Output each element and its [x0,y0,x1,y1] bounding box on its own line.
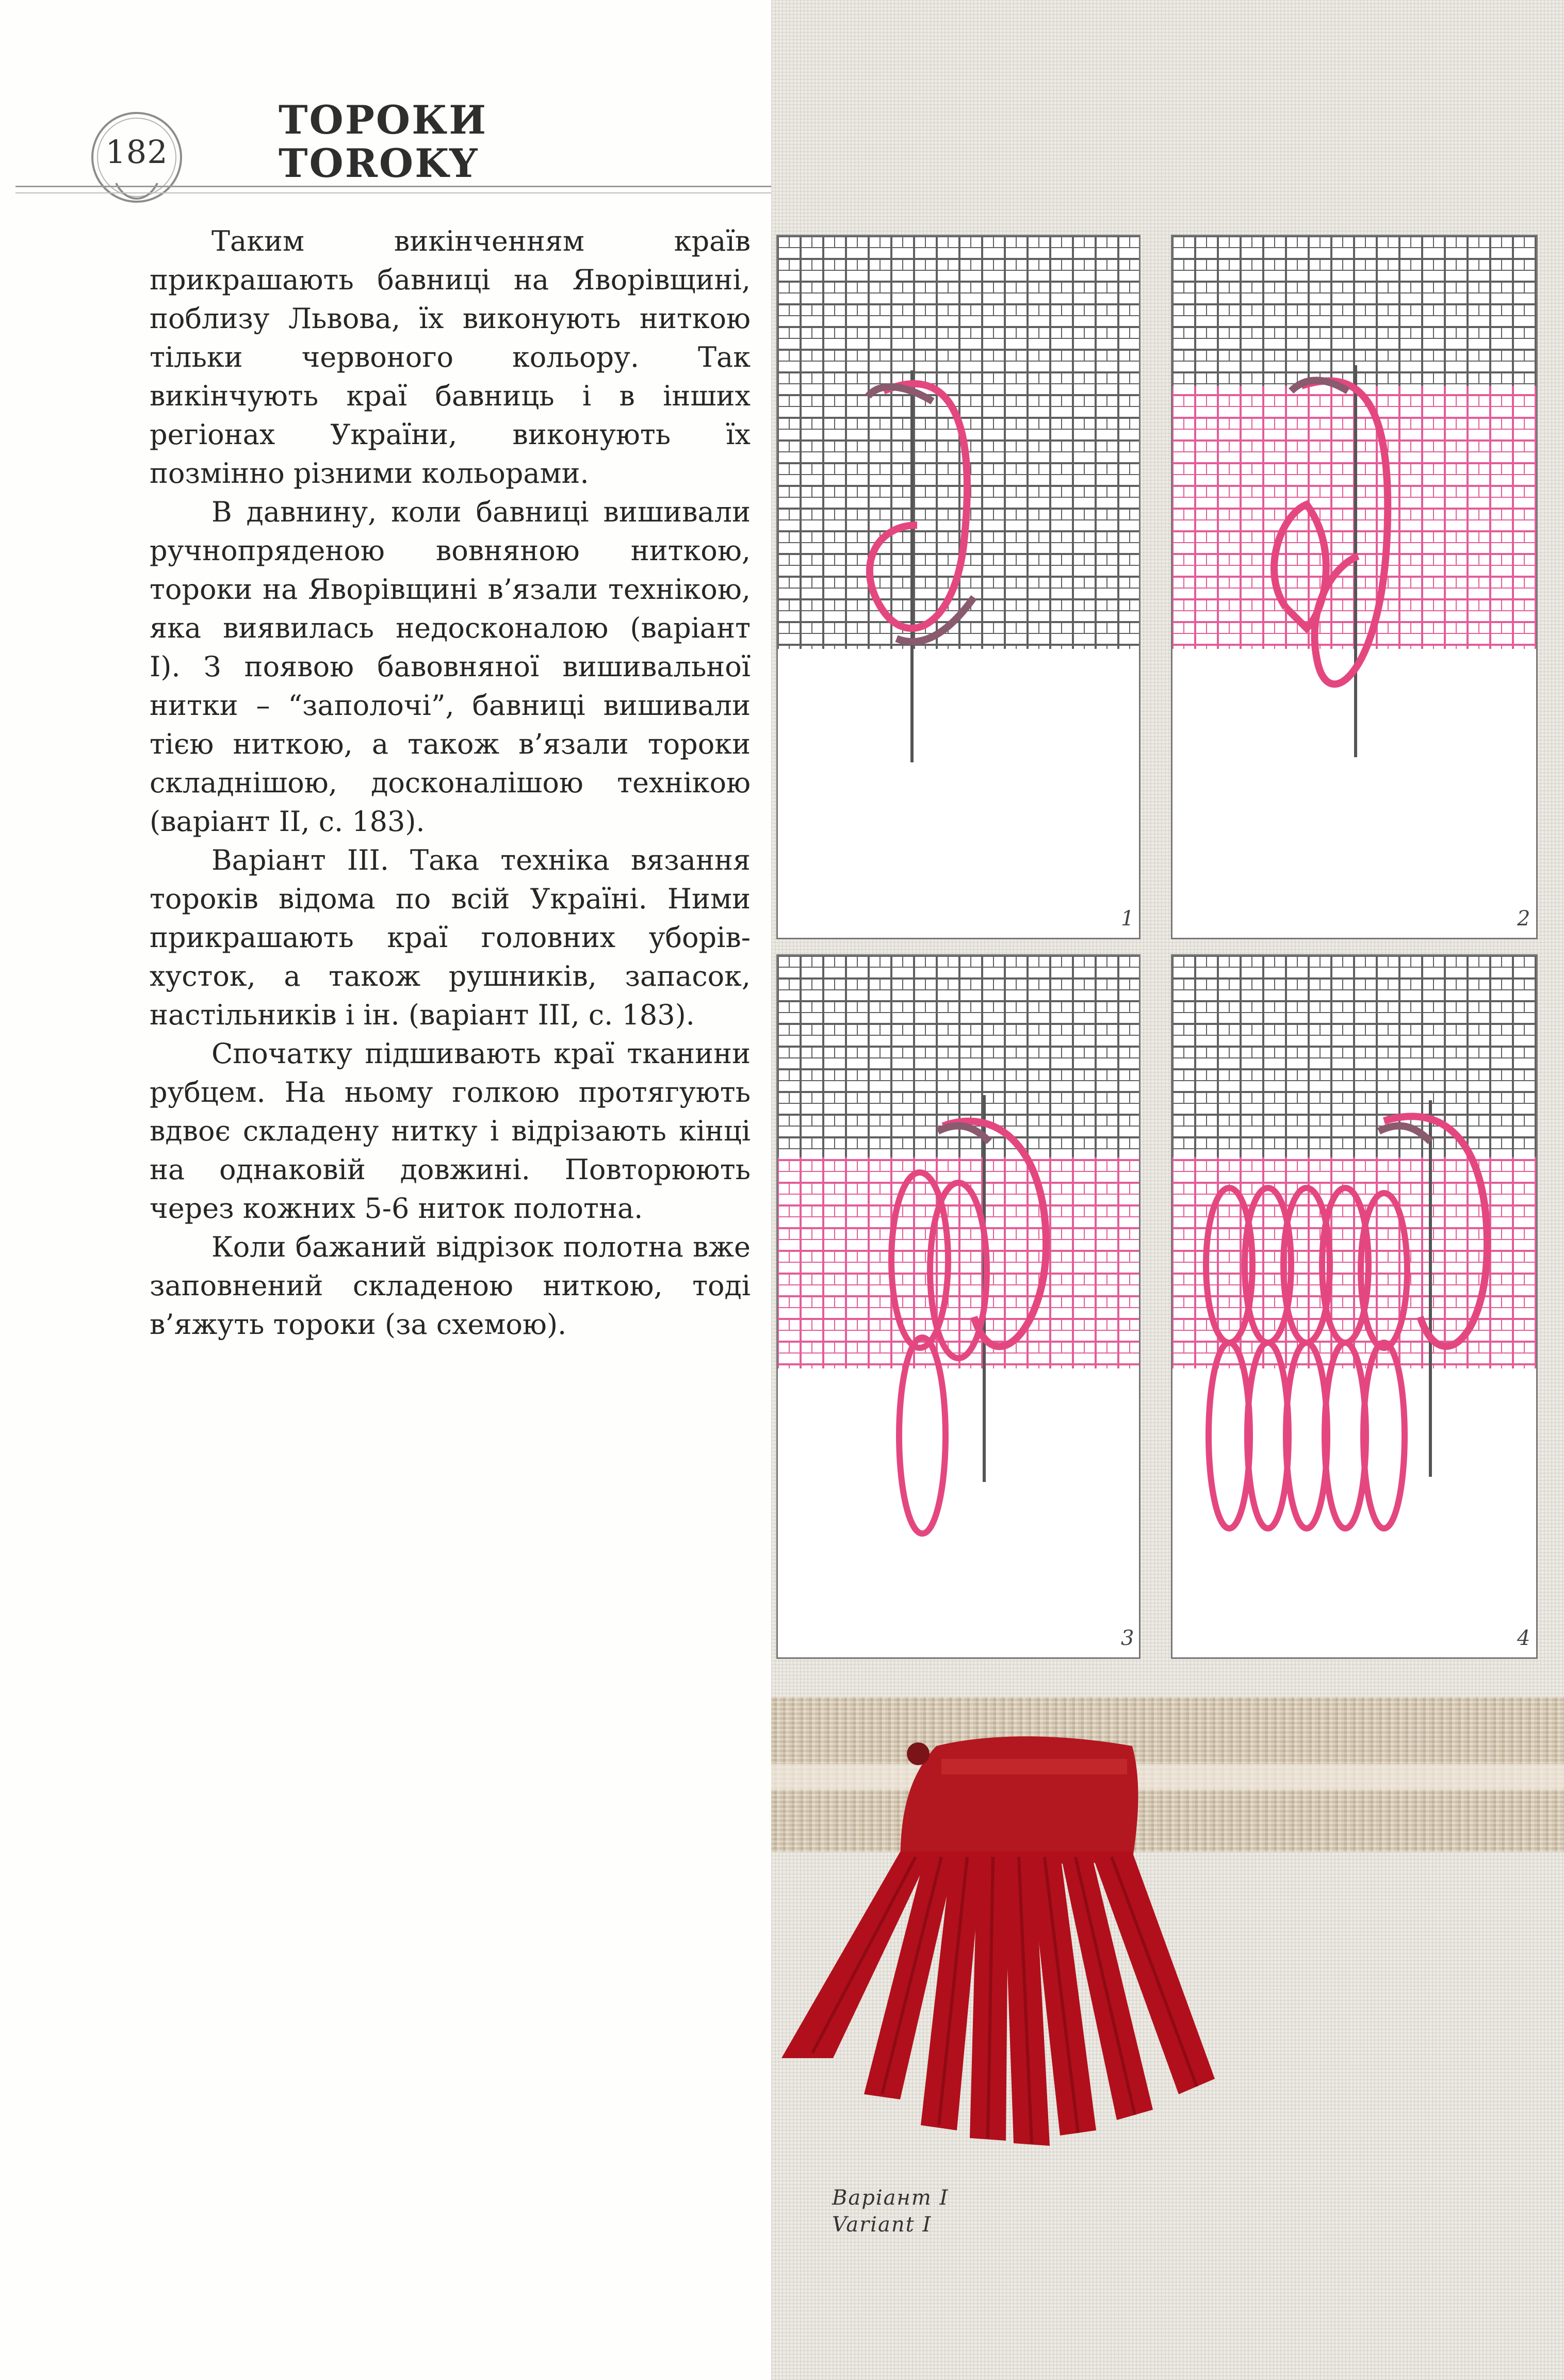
photo-caption-ukrainian: Варіант І [832,2186,949,2210]
step-4-illustration [1172,956,1536,1657]
body-text [150,222,751,1344]
paragraph: Варіант ІІІ. Така техніка вязання тороків відома по всій Україні. Ними прикрашають краї головних уборів-хусток, а також рушників, запасок, настільників і ін. (варіант ІІІ, с. 183). [150,844,751,1031]
page-number: 182 [105,133,168,171]
paragraph: Спочатку підшивають краї тканини рубцем. На ньому голкою протягують вдвоє складену нитку і відрізають кінці на однаковій довжині. Повторюють через кожних 5-6 ниток полотна. [150,1037,751,1225]
step-1-illustration [778,236,1139,938]
diagram-step-1 [776,235,1141,939]
paragraph: В давнину, коли бавниці вишивали ручнопряденою вовняною ниткою, тороки на Яворівщині в’язали технікою, яка виявилась недосконалою (варіант І). З появою бавовняної вишивальної нитки – “заполочі”, бавниці вишивали тією ниткою, а також в’язали тороки складнішою, досконалішою технікою (варіант ІІ, с. 183). [150,496,751,838]
photo-caption-transliterated: Variant І [832,2213,932,2237]
step-2-illustration [1172,236,1536,938]
diagram-step-2 [1171,235,1538,939]
page-title-transliterated: TOROKY [279,140,479,186]
step-number: 2 [1517,907,1530,931]
diagram-step-3 [776,954,1141,1659]
paragraph: Таким викінченням країв прикрашають бавниці на Яворівщині, поблизу Львова, їх виконують ниткою тільки червоного кольору. Так викінчують краї бавниць і в інших регіонах України, виконують їх позмінно різними кольорами. [150,225,751,490]
step-number: 4 [1517,1626,1530,1650]
step-number: 3 [1121,1626,1134,1650]
header-rule [15,186,784,193]
step-3-illustration [778,956,1139,1657]
page-title-ukrainian: ТОРОКИ [279,97,488,143]
diagram-step-4 [1171,954,1538,1659]
step-number: 1 [1121,907,1134,931]
paragraph: Коли бажаний відрізок полотна вже заповнений складеною ниткою, тоді в’яжуть тороки (за схемою). [150,1231,751,1341]
tassel-photo [771,1697,1564,2213]
